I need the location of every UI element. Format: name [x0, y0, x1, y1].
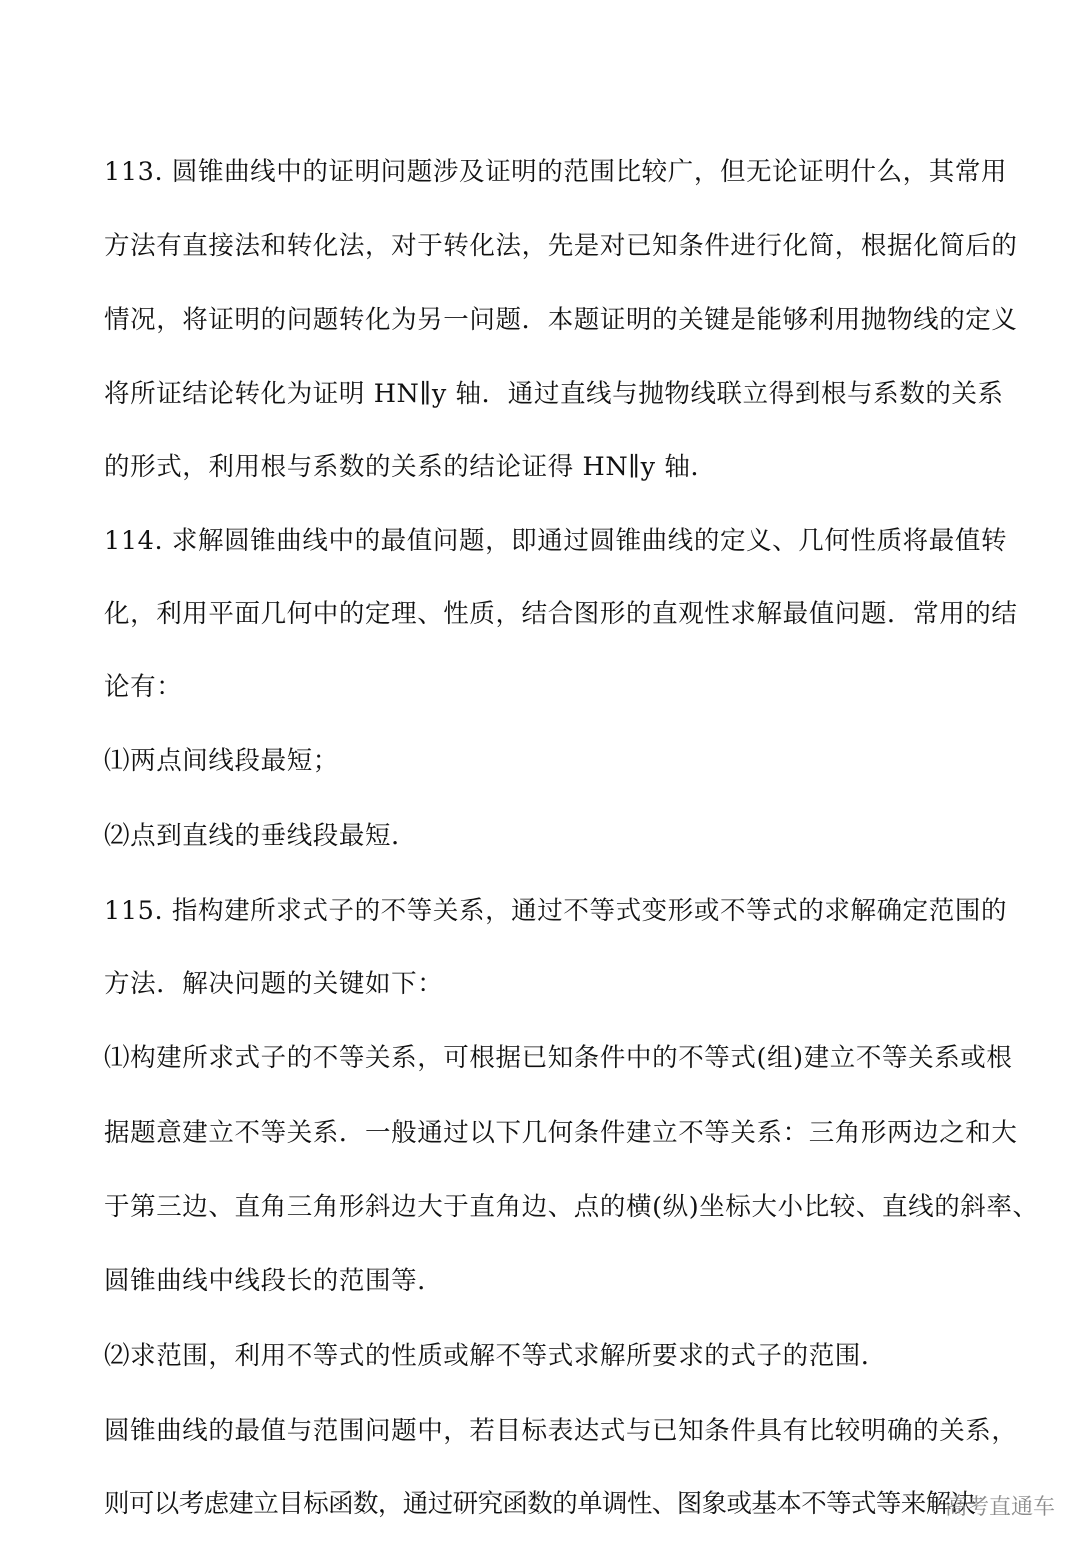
watermark: 高考直通车 — [945, 1495, 1056, 1520]
text-line: 据题意建立不等关系．一般通过以下几何条件建立不等关系：三角形两边之和大 — [104, 1118, 1018, 1148]
text-line: 113. 圆锥曲线中的证明问题涉及证明的范围比较广，但无论证明什么，其常用 — [104, 157, 1008, 187]
text-line: 的形式，利用根与系数的关系的结论证得 HN∥y 轴． — [104, 452, 717, 482]
text-line: 于第三边、直角三角形斜边大于直角边、点的横(纵)坐标大小比较、直线的斜率、 — [104, 1192, 1039, 1222]
text-line: 情况，将证明的问题转化为另一问题．本题证明的关键是能够利用抛物线的定义 — [104, 305, 1018, 335]
text-line: 则可以考虑建立目标函数，通过研究函数的单调性、图象或基本不等式等来解决 — [104, 1489, 976, 1519]
text-line: 114. 求解圆锥曲线中的最值问题，即通过圆锥曲线的定义、几何性质将最值转 — [104, 526, 1008, 556]
text-line: 圆锥曲线的最值与范围问题中，若目标表达式与已知条件具有比较明确的关系， — [104, 1416, 1018, 1446]
text-line: 论有： — [104, 672, 183, 702]
text-line: ⑵求范围，利用不等式的性质或解不等式求解所要求的式子的范围． — [104, 1341, 888, 1371]
text-line: 115. 指构建所求式子的不等关系，通过不等式变形或不等式的求解确定范围的 — [104, 896, 1008, 926]
text-line: 将所证结论转化为证明 HN∥y 轴．通过直线与抛物线联立得到根与系数的关系 — [104, 379, 1004, 409]
text-line: 方法．解决问题的关键如下： — [104, 969, 444, 999]
text-line: 方法有直接法和转化法，对于转化法，先是对已知条件进行化简，根据化简后的 — [104, 231, 1018, 261]
text-line: 圆锥曲线中线段长的范围等． — [104, 1266, 444, 1296]
text-line: ⑴构建所求式子的不等关系，可根据已知条件中的不等式(组)建立不等关系或根 — [104, 1043, 1013, 1073]
text-line: 化，利用平面几何中的定理、性质，结合图形的直观性求解最值问题．常用的结 — [104, 599, 1018, 629]
text-line: ⑵点到直线的垂线段最短． — [104, 821, 418, 851]
text-line: ⑴两点间线段最短； — [104, 746, 339, 776]
